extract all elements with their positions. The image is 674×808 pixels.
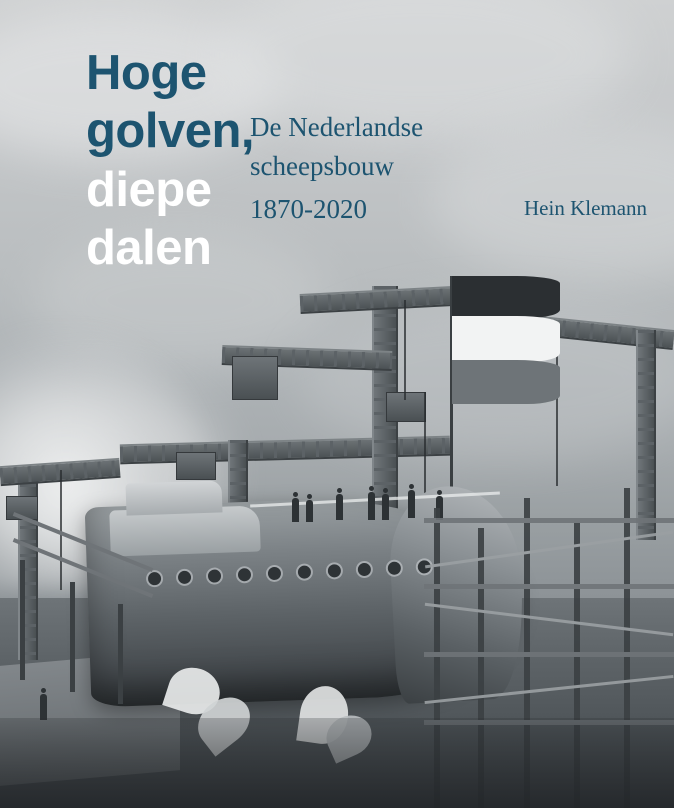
flag-stripe-dark (452, 276, 560, 318)
foreground-shadow (0, 718, 674, 808)
worker-figure (382, 494, 389, 520)
crane-hoist-cable (404, 300, 406, 400)
subtitle-line-2: scheepsbouw (250, 151, 394, 182)
worker-figure (292, 498, 299, 522)
crane-cabin-mid (176, 452, 216, 480)
title-line-4: dalen (86, 220, 212, 275)
stair-post (20, 560, 25, 680)
subtitle-line-1: De Nederlandse (250, 112, 424, 142)
flag-stripe-grey (452, 360, 560, 404)
crane-hoist-cable (424, 392, 426, 502)
book-subtitle (250, 108, 490, 229)
worker-figure (368, 492, 375, 520)
subtitle-years: 1870-2020 (250, 194, 367, 225)
flag-stripe-light (452, 316, 560, 362)
title-line-1: Hoge (86, 46, 207, 100)
worker-figure (336, 494, 343, 520)
title-line-2: golven, (86, 104, 255, 159)
worker-figure (306, 500, 313, 522)
worker-figure (40, 694, 47, 720)
title-line-3: diepe (86, 162, 212, 217)
worker-figure (408, 490, 415, 518)
stair-post (70, 582, 75, 692)
book-author: Hein Klemann (524, 196, 648, 220)
shipyard-flag (452, 276, 560, 406)
stair-post (118, 604, 123, 704)
crane-trolley (386, 392, 426, 422)
crane-tower-cabin (232, 356, 278, 400)
ship-superstructure (125, 480, 222, 515)
